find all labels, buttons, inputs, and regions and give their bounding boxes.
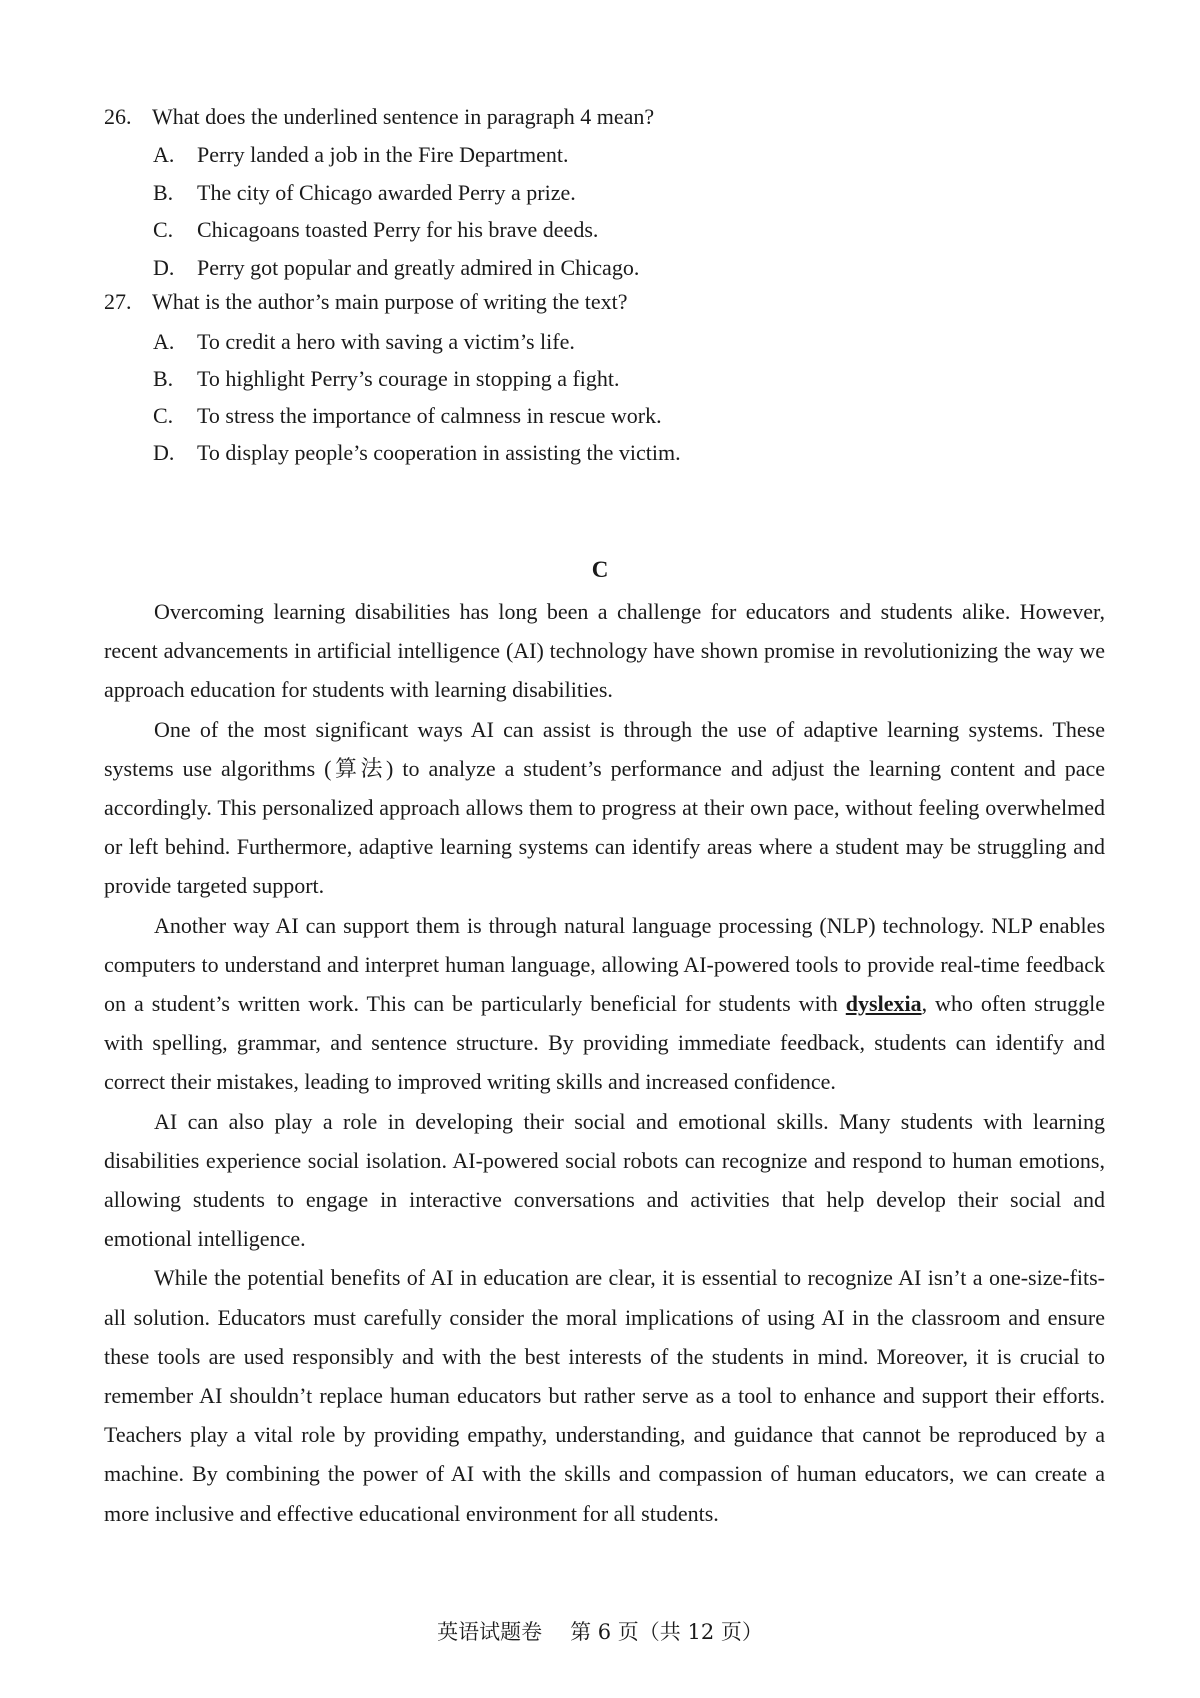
question-27-option-c xyxy=(153,402,662,430)
paragraph-3-text-before: Another way AI can support them is through natural language processing (NLP) technology. NLP enables computers to understand and interpret human language, allowing AI-powered tools to provide real-time feedback on a student’s written work. This can be particularly beneficial for students with xyxy=(104,912,1105,1017)
question-27-option-a xyxy=(153,328,575,356)
page-footer xyxy=(0,1618,1200,1646)
option-letter: A. xyxy=(153,329,175,354)
paragraph-3 xyxy=(104,906,1105,1102)
question-27-option-b xyxy=(153,365,620,393)
option-letter: C. xyxy=(153,217,174,242)
underlined-word: dyslexia xyxy=(845,991,922,1017)
option-letter: A. xyxy=(153,142,175,167)
paragraph-5: While the potential benefits of AI in education are clear, it is essential to recognize AI isn’t a one-size-fits-all solution. Educators must carefully consider the moral implications of using AI in the classroom and ensure these tools are used responsibly and with the best interests of the students in mind. Moreover, it is crucial to remember AI shouldn’t replace human educators but rather serve as a tool to enhance and support their efforts. Teachers play a vital role by providing empathy, understanding, and guidance that cannot be reproduced by a machine. By combining the power of AI with the skills and compassion of human educators, we can create a more inclusive and effective educational environment for all students. xyxy=(104,1265,1105,1526)
page-number: 第 6 页（共 12 页） xyxy=(570,1620,763,1644)
option-text: The city of Chicago awarded Perry a prize. xyxy=(197,180,576,205)
option-text: Chicagoans toasted Perry for his brave deeds. xyxy=(197,217,599,242)
question-26-option-d xyxy=(153,254,639,282)
paper-name: 英语试题卷 xyxy=(437,1620,543,1644)
question-number: 27. xyxy=(104,289,132,314)
question-stem: What is the author’s main purpose of writing the text? xyxy=(152,289,628,314)
question-26-option-c xyxy=(153,216,598,244)
question-27-option-d xyxy=(153,439,681,467)
option-text: Perry landed a job in the Fire Department. xyxy=(197,142,569,167)
question-number: 26. xyxy=(104,104,132,129)
option-letter: B. xyxy=(153,366,174,391)
option-text: To display people’s cooperation in assisting the victim. xyxy=(197,440,681,465)
passage-section-title: C xyxy=(591,557,609,582)
option-text: Perry got popular and greatly admired in Chicago. xyxy=(197,255,640,280)
question-26-option-b xyxy=(153,179,576,207)
paragraph-1: Overcoming learning disabilities has long been a challenge for educators and students alike. However, recent advancements in artificial intelligence (AI) technology have shown promise in revolutionizing the way we approach education for students with learning disabilities. xyxy=(104,599,1105,703)
question-26 xyxy=(104,103,654,131)
question-stem: What does the underlined sentence in paragraph 4 mean? xyxy=(152,104,655,129)
option-text: To credit a hero with saving a victim’s life. xyxy=(197,329,575,354)
option-letter: D. xyxy=(153,255,175,280)
option-text: To stress the importance of calmness in rescue work. xyxy=(197,403,662,428)
question-27 xyxy=(104,288,628,316)
paragraph-4: AI can also play a role in developing their social and emotional skills. Many students with learning disabilities experience social isolation. AI-powered social robots can recognize and respond to human emotions, allowing students to engage in interactive conversations and activities that help develop their social and emotional intelligence. xyxy=(104,1108,1105,1252)
paragraph-2: One of the most significant ways AI can assist is through the use of adaptive learning systems. These systems use algorithms (算法) to analyze a student’s performance and adjust the learning content and pace accordingly. This personalized approach allows them to progress at their own pace, without feeling overwhelmed or left behind. Furthermore, adaptive learning systems can identify areas where a student may be struggling and provide targeted support. xyxy=(104,716,1105,899)
paragraph-3-text-after: , who often struggle with spelling, grammar, and sentence structure. By providing immediate feedback, students can identify and correct their mistakes, leading to improved writing skills and increased confidence. xyxy=(104,991,1105,1095)
option-letter: B. xyxy=(153,180,174,205)
question-26-option-a xyxy=(153,141,568,169)
reading-passage xyxy=(104,592,1105,1533)
option-letter: D. xyxy=(153,440,175,465)
option-letter: C. xyxy=(153,403,174,428)
option-text: To highlight Perry’s courage in stopping a fight. xyxy=(197,366,620,391)
